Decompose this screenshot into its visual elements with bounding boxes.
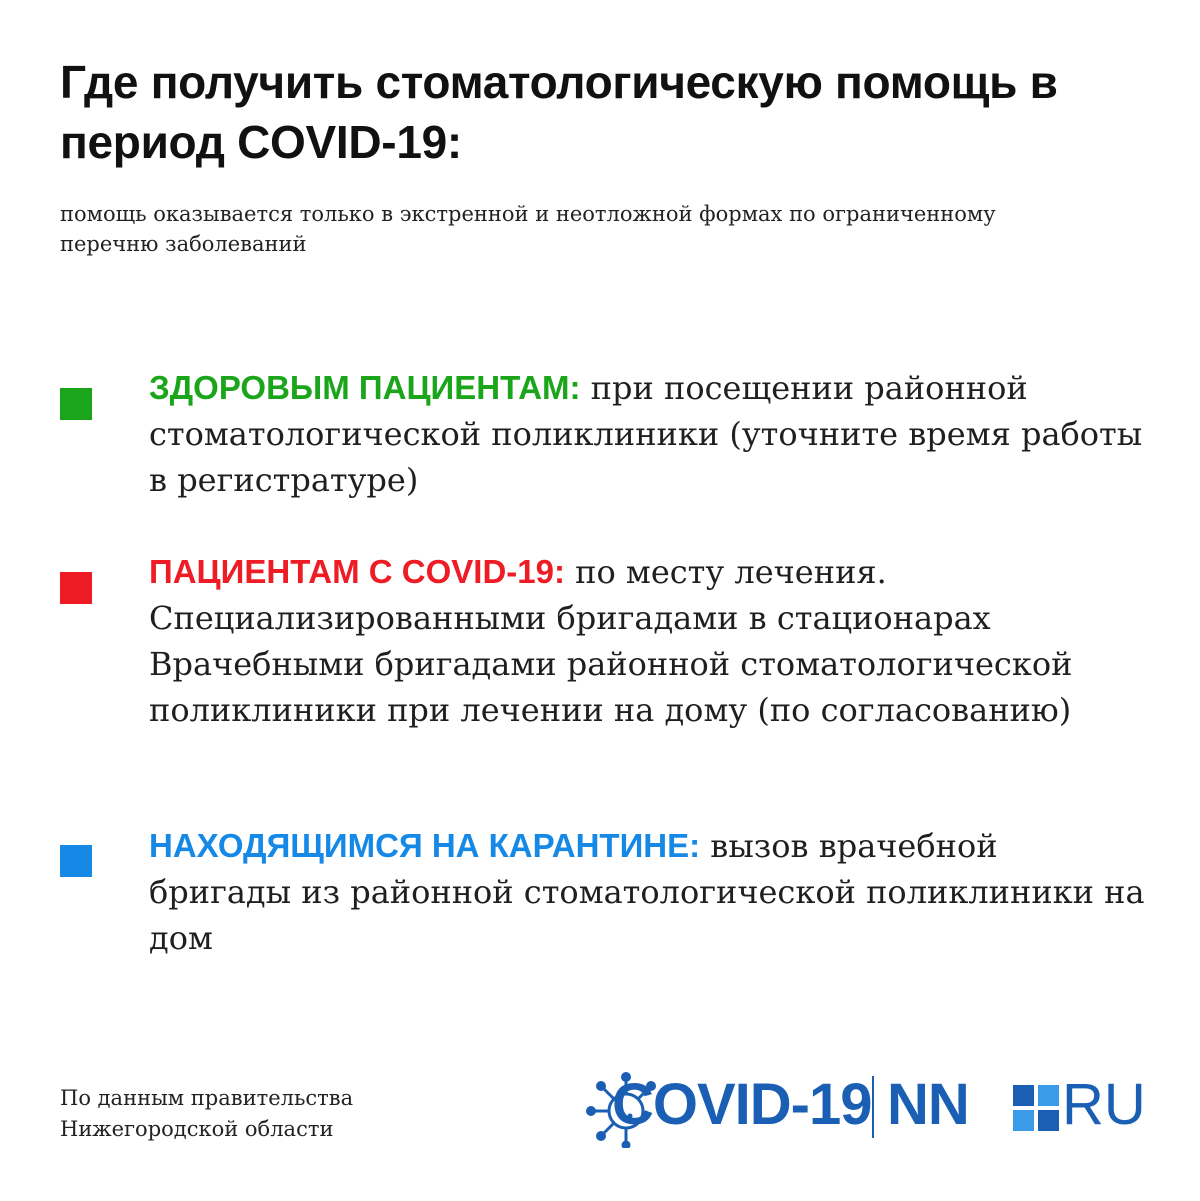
item-lead: ЗДОРОВЫМ ПАЦИЕНТАМ: [149, 369, 581, 406]
item-text [149, 365, 1149, 503]
logo-divider [872, 1076, 874, 1138]
ru-logo-text: RU [1062, 1072, 1146, 1137]
item-text [149, 823, 1149, 961]
blue-square-marker [60, 845, 92, 877]
page-title: Где получить стоматологическую помощь в период COVID-19: [60, 56, 1058, 168]
source-note [60, 1083, 353, 1145]
item-body: по месту лечения. Специализированными бригадами в стационарах Врачебными бригадами районной стоматологической поликлиники при лечении на дому (по согласованию) [149, 553, 1073, 729]
nn-square-icon [1013, 1085, 1059, 1131]
source-line-1: По данным правительства [60, 1086, 354, 1110]
item-body: при посещении районной стоматологической поликлиники (уточните время работы в регистратуре) [149, 369, 1143, 499]
subtitle: помощь оказывается только в экстренной и неотложной формах по ограниченному перечню заболеваний [60, 202, 996, 256]
item-text [149, 549, 1149, 733]
item-lead: НАХОДЯЩИМСЯ НА КАРАНТИНЕ: [149, 827, 701, 864]
red-square-marker [60, 572, 92, 604]
item-body: вызов врачебной бригады из районной стоматологической поликлиники на дом [149, 827, 1145, 957]
green-square-marker [60, 388, 92, 420]
item-lead: ПАЦИЕНТАМ С COVID-19: [149, 553, 565, 590]
source-line-2: Нижегородской области [60, 1117, 334, 1141]
covid-logo-text: COVID-19 [612, 1072, 872, 1137]
nn-logo-text: NN [887, 1072, 969, 1137]
